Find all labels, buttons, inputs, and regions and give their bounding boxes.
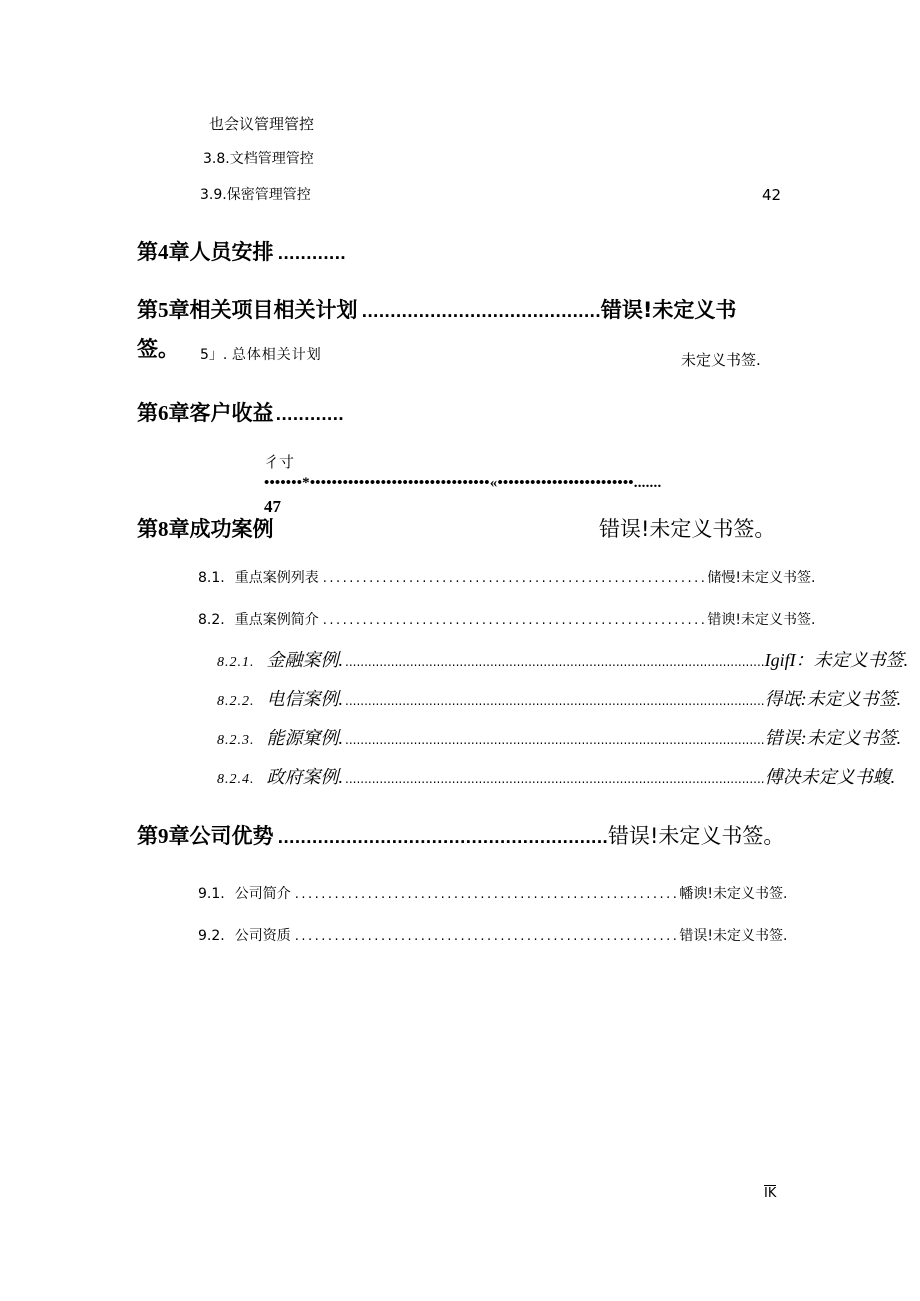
toc-item-title: 政府案例.: [266, 767, 343, 787]
toc-page-ref: 傅决未定义书蝮.: [764, 767, 896, 787]
chapter-title: 章成功案例: [168, 517, 274, 541]
toc-item-title: 金融案例.: [266, 650, 343, 670]
toc-page-number: 47: [264, 497, 281, 516]
toc-item-title: 保密管理管控: [226, 187, 311, 203]
toc-leader-dots: ..............................................................................................................: [345, 694, 765, 708]
toc-chapter-6[interactable]: [137, 403, 344, 424]
chapter-number: 5: [158, 298, 169, 322]
toc-leader-dots: ..............................................................................................................: [345, 733, 765, 747]
toc-chapter-4[interactable]: [137, 242, 346, 263]
toc-item-title: 能源窠例.: [266, 728, 343, 748]
chapter-number: 9: [158, 824, 169, 848]
toc-page-ref: 错谀!未定义书签.: [707, 612, 816, 628]
toc-item-number: 9.2.: [198, 928, 225, 944]
toc-leader-dots: ..........................................................: [277, 829, 608, 847]
toc-page-number: 42: [762, 186, 782, 204]
chapter-number: 4: [158, 240, 169, 264]
toc-item-number: 8.2.3.: [217, 733, 255, 748]
toc-item-number: 8.2.1.: [217, 655, 255, 670]
toc-item-title: 文档管理管控: [229, 151, 314, 167]
chapter-prefix: 第: [137, 401, 158, 425]
toc-leader-dots: ..........................................................: [294, 887, 680, 902]
chapter-title: 章相关项目相关计划: [168, 298, 358, 322]
chapter-title: 章公司优势: [168, 824, 274, 848]
toc-page-ref: 错误!未定义书签。: [608, 824, 785, 848]
chapter-prefix: 第: [137, 517, 158, 541]
toc-item-title: 公司资质: [234, 928, 291, 944]
toc-item-9-2[interactable]: [198, 928, 788, 944]
toc-item-title: 电信案例.: [266, 689, 343, 709]
toc-chapter-7-garbled[interactable]: 彳寸: [264, 453, 295, 471]
toc-page-ref: 幡谀!未定义书签.: [679, 886, 788, 902]
chapter-prefix: 第: [137, 298, 158, 322]
toc-leader-dots: ..............................................................................................................: [345, 655, 765, 669]
chapter-title: 章人员安排: [168, 240, 274, 264]
toc-item-9-1[interactable]: [198, 886, 788, 902]
toc-leader-dots: ..........................................: [361, 303, 601, 321]
toc-chapter-5[interactable]: [137, 298, 737, 322]
toc-item-number: 8.2.4.: [217, 772, 255, 787]
toc-item-8-1[interactable]: [198, 570, 816, 586]
toc-item-8-2-1[interactable]: [217, 650, 909, 670]
toc-page-ref: 错误:未定义书签.: [764, 728, 902, 748]
toc-item-3-8[interactable]: [203, 152, 314, 166]
toc-leader-dots: ..........................................................: [322, 613, 708, 628]
toc-item-8-2-4[interactable]: [217, 767, 896, 787]
toc-page-ref: 错误!未定义书: [600, 298, 737, 322]
toc-chapter-8[interactable]: [137, 519, 274, 540]
toc-item-title: 总体相关计划: [231, 347, 322, 363]
toc-item-number: 8.1.: [198, 570, 225, 586]
toc-page-ref: 储慢!未定义书签.: [707, 570, 816, 586]
toc-item-8-2-3[interactable]: [217, 728, 902, 748]
toc-leader-dots: •••••••*•••••••••••••••••••••••••••••••••«•••••••••••••••••••••••••.......: [264, 475, 662, 491]
toc-item-8-2[interactable]: [198, 612, 816, 628]
toc-item-5-1[interactable]: [200, 348, 322, 362]
toc-item-number: 3.9.: [200, 187, 227, 203]
toc-page-ref: IgifI：未定义书签.: [764, 650, 909, 670]
chapter-prefix: 第: [137, 240, 158, 264]
toc-item-title: 公司简介: [234, 886, 291, 902]
toc-chapter-9[interactable]: [137, 824, 785, 848]
chapter-title: 章客户收益: [168, 401, 274, 425]
toc-item-number: 8.2.2.: [217, 694, 255, 709]
toc-item-3-9[interactable]: [200, 188, 311, 202]
chapter-prefix: 第: [137, 824, 158, 848]
toc-item-8-2-2[interactable]: [217, 689, 902, 709]
toc-leader-dots: ..............................................................................................................: [345, 772, 765, 786]
toc-leader-dots: ..........................................................: [294, 929, 680, 944]
toc-chapter-5-wrap: 签。: [137, 337, 179, 361]
chapter-number: 8: [158, 517, 169, 541]
toc-item-3-7[interactable]: 也会议管理管控: [209, 115, 315, 133]
toc-page-ref: 错误!未定义书签。: [599, 517, 776, 541]
toc-item-number: 5」.: [200, 347, 228, 363]
toc-item-number: 8.2.: [198, 612, 225, 628]
toc-page-ref: 得氓:未定义书签.: [764, 689, 902, 709]
toc-leader-dots: ............: [275, 406, 344, 424]
toc-leader-dots: ............: [277, 245, 346, 263]
toc-leader-dots: ..........................................................: [322, 571, 708, 586]
toc-item-title: 重点案例简介: [234, 612, 319, 628]
footer-page-number: IK: [764, 1186, 777, 1201]
toc-page-ref: 错误!未定义书签.: [679, 928, 788, 944]
toc-item-number: 3.8.: [203, 151, 230, 167]
chapter-number: 6: [158, 401, 169, 425]
toc-item-number: 9.1.: [198, 886, 225, 902]
toc-page-ref: 未定义书签.: [681, 351, 761, 369]
toc-item-title: 重点案例列表: [234, 570, 319, 586]
